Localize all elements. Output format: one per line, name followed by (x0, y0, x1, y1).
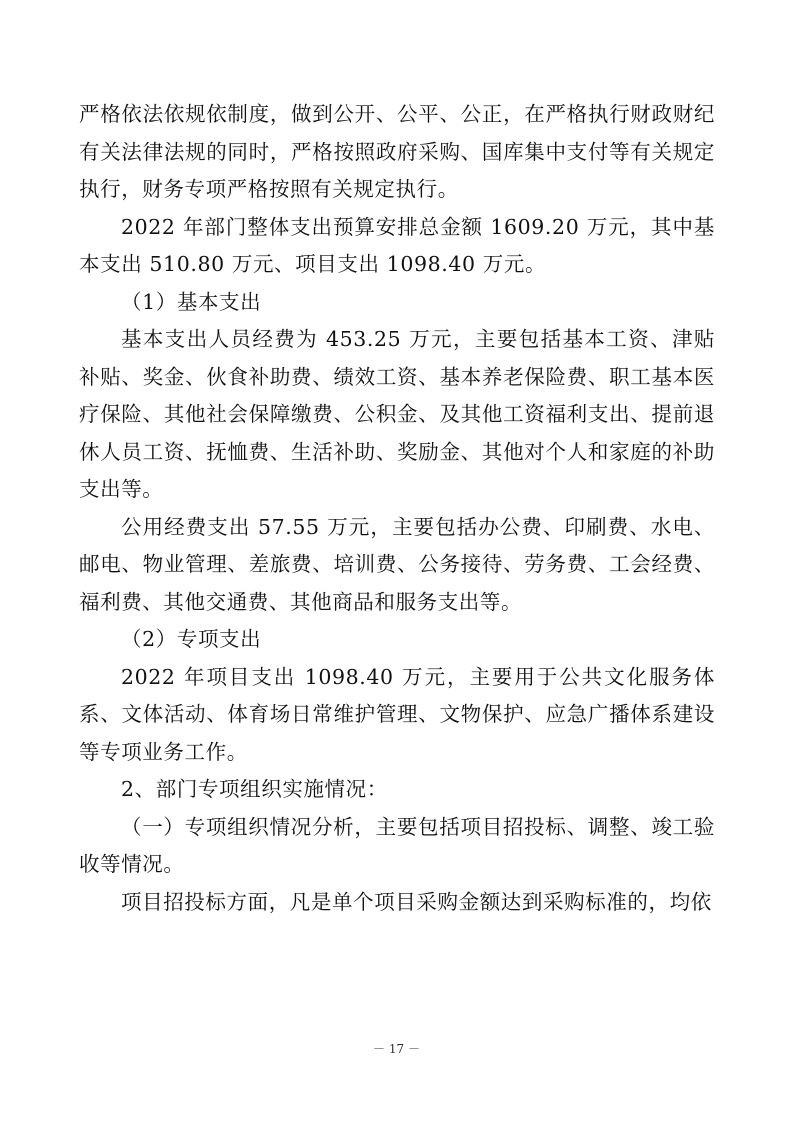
page-number: － 17 － (373, 1042, 420, 1056)
heading-special-expenditure: （2）专项支出 (121, 627, 262, 651)
paragraph-public-expenses: 公用经费支出 57.55 万元，主要包括办公费、印刷费、水电、邮电、物业管理、差旅费、培训费、公务接待、劳务费、工会经费、福利费、其他交通费、其他商品和服务支出等。 (79, 514, 715, 614)
paragraph-project-expenditure: 2022 年项目支出 1098.40 万元，主要用于公共文化服务体系、文体活动、体育场日常维护管理、文物保护、应急广播体系建设等专项业务工作。 (79, 664, 715, 764)
paragraph-bidding: 项目招投标方面，凡是单个项目采购金额达到采购标准的，均依 (121, 889, 712, 914)
document-page (79, 96, 715, 921)
paragraph-personnel-expenses: 基本支出人员经费为 453.25 万元，主要包括基本工资、津贴补贴、奖金、伙食补助费、绩效工资、基本养老保险费、职工基本医疗保险、其他社会保障缴费、公积金、及其他工资福利支出、提前退休人员工资、抚恤费、生活补助、奖励金、其他对个人和家庭的补助支出等。 (79, 327, 715, 501)
paragraph-procurement-compliance: 严格依法依规依制度，做到公开、公平、公正，在严格执行财政财纪有关法律法规的同时，严格按照政府采购、国库集中支付等有关规定执行，财务专项严格按照有关规定执行。 (79, 102, 715, 201)
heading-basic-expenditure: （1）基本支出 (121, 289, 262, 314)
paragraph-budget-total: 2022 年部门整体支出预算安排总金额 1609.20 万元，其中基本支出 510.80 万元、项目支出 1098.40 万元。 (79, 214, 715, 276)
heading-project-implementation: 2、部门专项组织实施情况： (121, 777, 388, 801)
paragraph-project-organization: （一）专项组织情况分析，主要包括项目招投标、调整、竣工验收等情况。 (79, 814, 715, 876)
